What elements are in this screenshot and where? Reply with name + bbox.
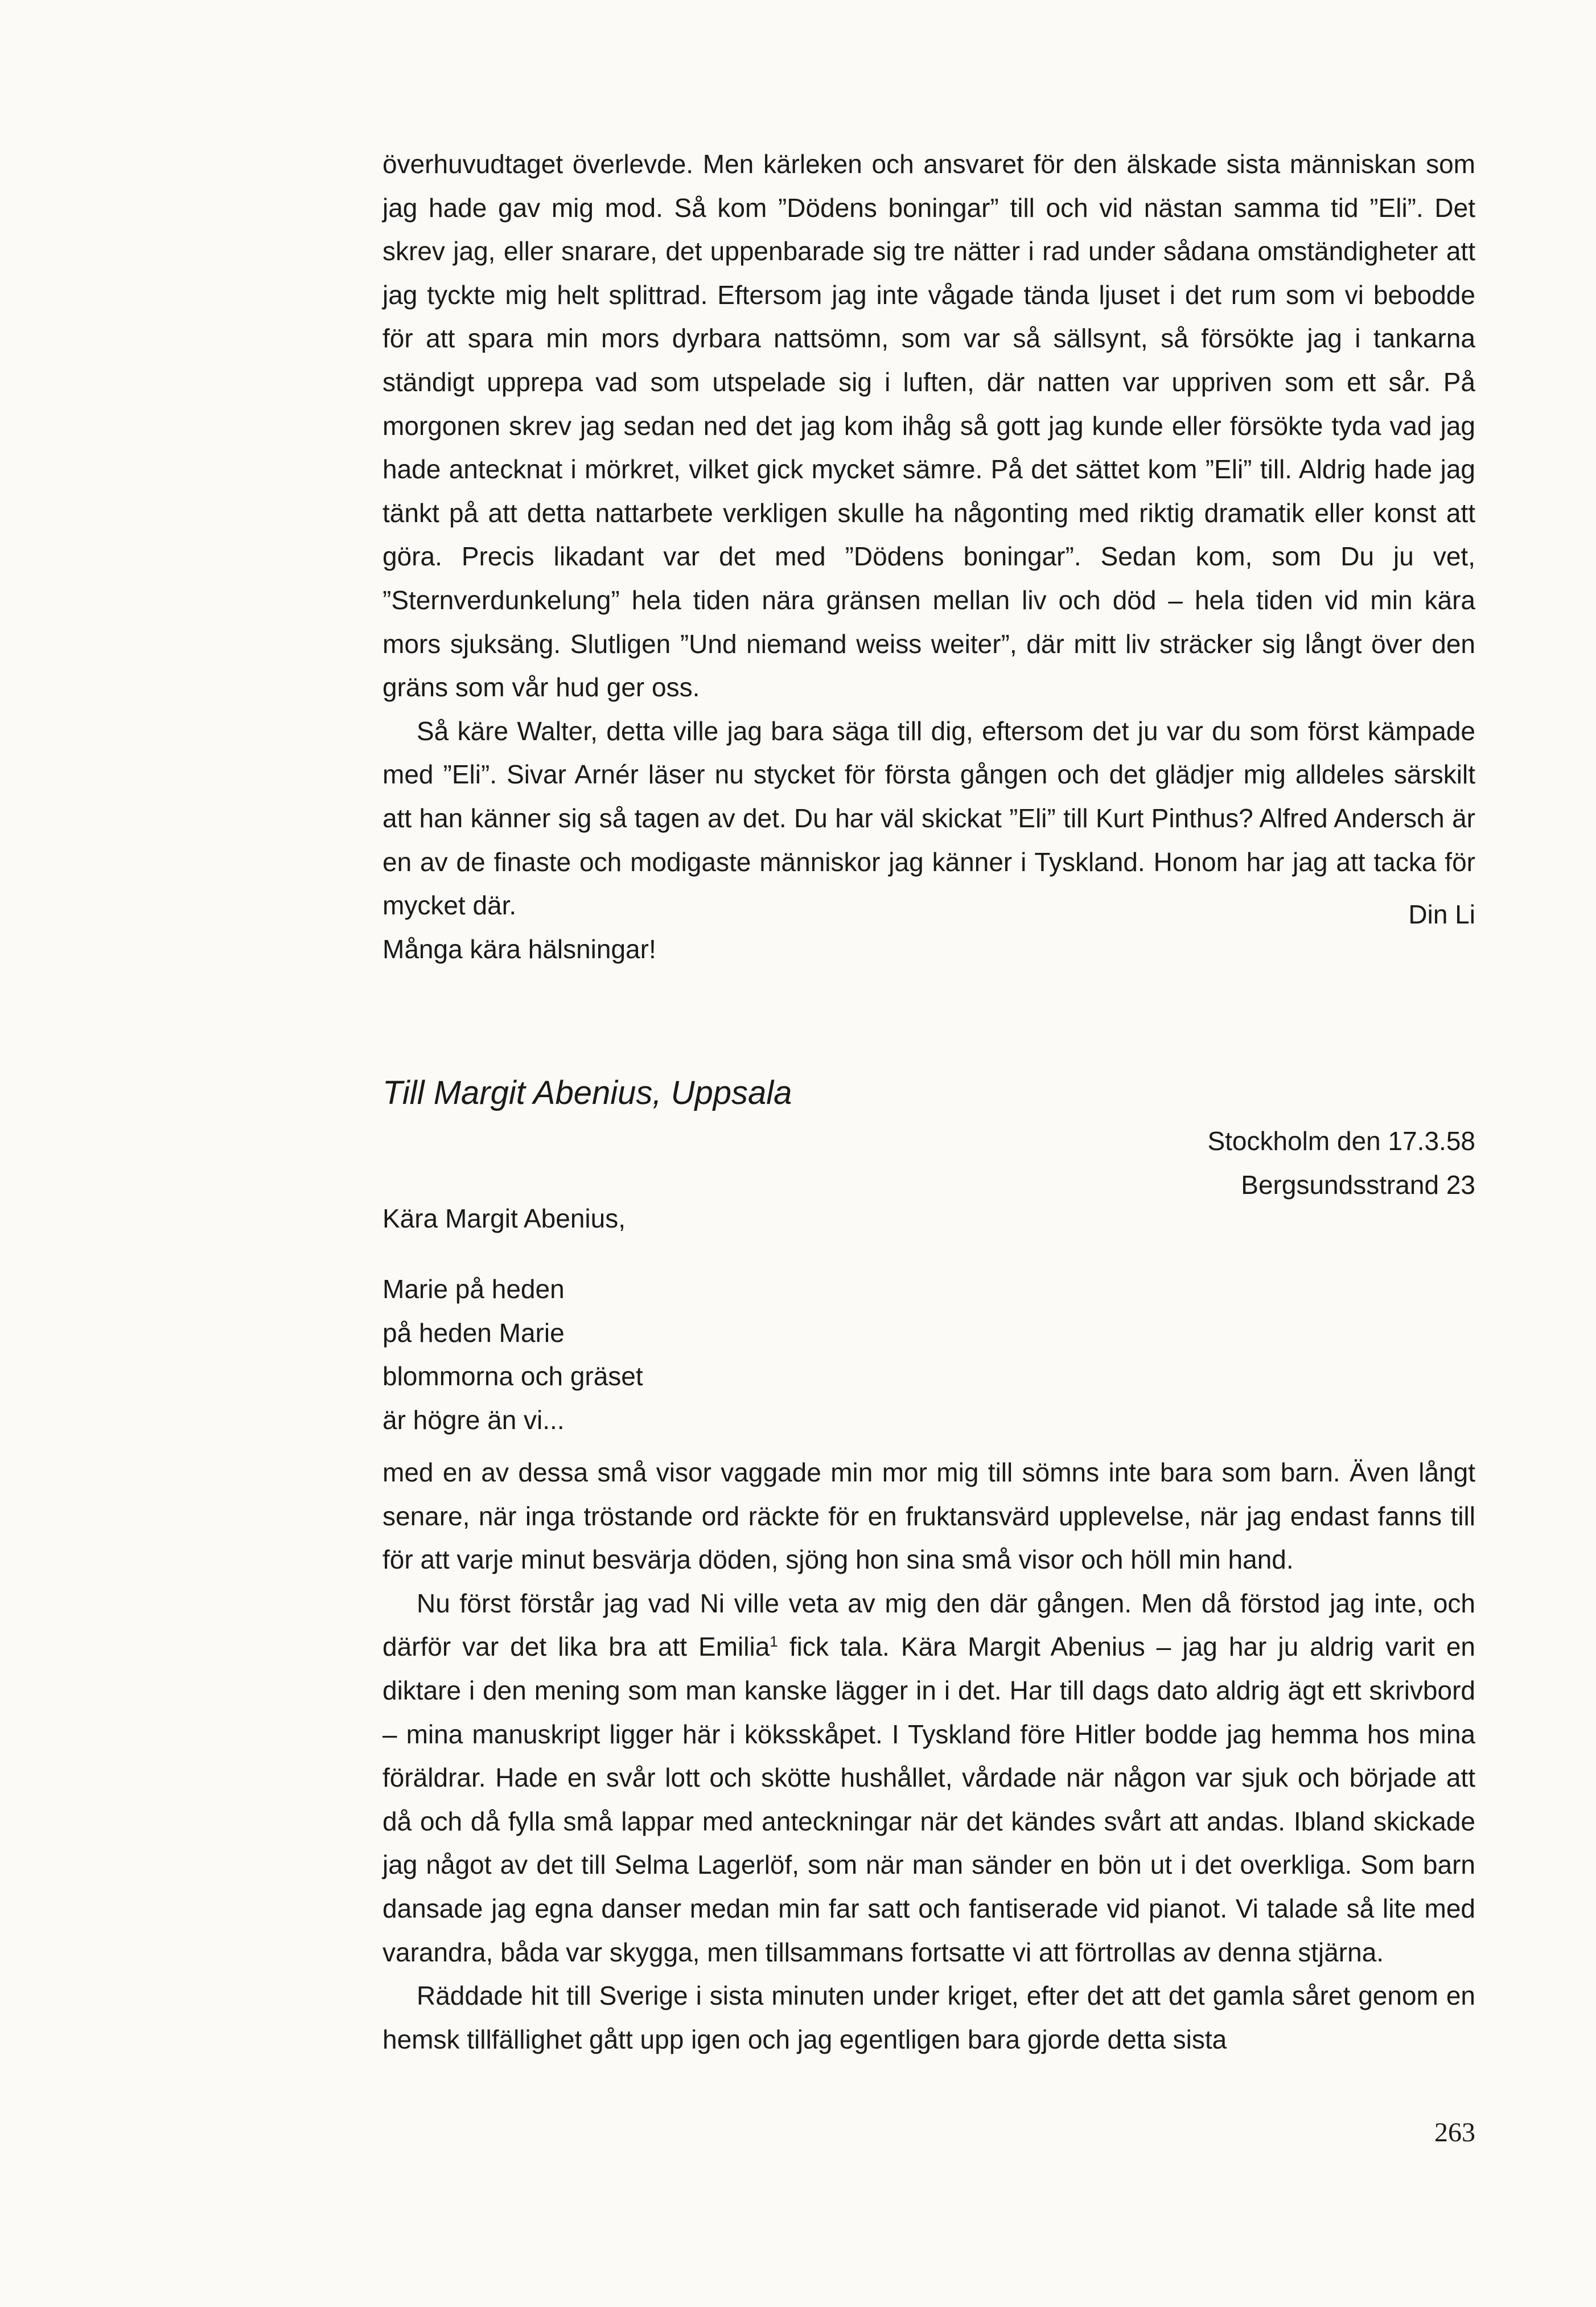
page-number: 263 <box>1434 2117 1475 2148</box>
letter-paragraph-1: med en av dessa små visor vaggade min mor mig till sömns inte bara som barn. Även långt senare, när inga tröstande ord räckte för en fruktansvärd upplevelse, när jag endast fanns till för att varje minut besvärja döden, sjöng hon sina små visor och höll min hand. <box>382 1458 1475 1575</box>
salutation: Kära Margit Abenius, <box>382 1204 626 1233</box>
previous-letter-continuation <box>382 142 1475 971</box>
letter-paragraph-3: Räddade hit till Sverige i sista minuten under kriget, efter det att det gamla såret genom en hemsk tillfällighet gått upp igen och jag egentligen bara gjorde detta sista <box>382 1981 1475 2054</box>
poem-line: är högre än vi... <box>382 1405 565 1435</box>
footnote-marker: 1 <box>770 1633 778 1651</box>
poem-line: blommorna och gräset <box>382 1361 643 1391</box>
place-date-block <box>382 1119 1475 1206</box>
paragraph-text: fick tala. Kära Margit Abenius – jag har ju aldrig varit en diktare i den mening som man kanske lägger in i det. Har till dags dato aldrig ägt ett skrivbord – mina manuskript ligger här i köksskåpet. I Tyskland före Hitler bodde jag hemma hos mina föräldrar. Hade en svår lott och skötte hushållet, vårdade när någon var sjuk och började att då och då fylla små lappar med anteckningar när det kändes svårt att andas. Ibland skickade jag något av det till Selma Lagerlöf, som när man sänder en bön ut i det overkliga. Som barn dansade jag egna danser medan min far satt och fantiserade vid pianot. Vi talade så lite med varandra, båda var skygga, men tillsammans fortsatte vi att förtrollas av denna stjärna. <box>382 1632 1475 1967</box>
letter-heading: Till Margit Abenius, Uppsala <box>382 1074 792 1111</box>
place-date: Stockholm den 17.3.58 <box>1207 1126 1475 1156</box>
poem-line: Marie på heden <box>382 1274 565 1304</box>
letter-paragraph-2 <box>382 1582 1475 1974</box>
paragraph-1: överhuvudtaget överlevde. Men kärleken och ansvaret för den älskade sista människan som jag hade gav mig mod. Så kom ”Dödens boningar” till och vid nästan samma tid ”Eli”. Det skrev jag, eller snarare, det uppenbarade sig tre nätter i rad under sådana omständigheter att jag tyckte mig helt splittrad. Eftersom jag inte vågade tända ljuset i det rum som vi bebodde för att spara min mors dyrbara nattsömn, som var så sällsynt, så försökte jag i tankarna ständigt upprepa vad som utspelade sig i luften, där natten var uppriven som ett sår. På morgonen skrev jag sedan ned det jag kom ihåg så gott jag kunde eller försökte tyda vad jag hade antecknat i mörkret, vilket gick mycket sämre. På det sättet kom ”Eli” till. Aldrig hade jag tänkt på att detta nattarbete verkligen skulle ha någonting med riktig dramatik eller konst att göra. Precis likadant var det med ”Dödens boningar”. Sedan kom, som Du ju vet, ”Sternverdunkelung” hela tiden nära gränsen mellan liv och död – hela tiden vid min kära mors sjuksäng. Slutligen ”Und niemand weiss weiter”, där mitt liv sträcker sig långt över den gräns som vår hud ger oss. <box>382 149 1475 703</box>
poem <box>382 1267 643 1442</box>
letter-body <box>382 1451 1475 2061</box>
signature: Din Li <box>1408 900 1475 929</box>
address: Bergsundsstrand 23 <box>1241 1169 1475 1200</box>
poem-line: på heden Marie <box>382 1317 565 1348</box>
paragraph-2: Så käre Walter, detta ville jag bara säga till dig, eftersom det ju var du som först kämpade med ”Eli”. Sivar Arnér läser nu stycket för första gången och det glädjer mig alldeles särskilt att han känner sig så tagen av det. Du har väl skickat ”Eli” till Kurt Pinthus? Alfred Andersch är en av de finaste och modigaste människor jag känner i Tyskland. Honom har jag att tacka för mycket där. <box>382 716 1475 921</box>
closing-greeting: Många kära hälsningar! <box>382 934 656 964</box>
paragraph-text: Nu först förstår jag vad Ni ville veta av mig den där gången. Men då förstod jag inte, och därför var det lika bra att Emilia <box>382 1588 1475 1662</box>
